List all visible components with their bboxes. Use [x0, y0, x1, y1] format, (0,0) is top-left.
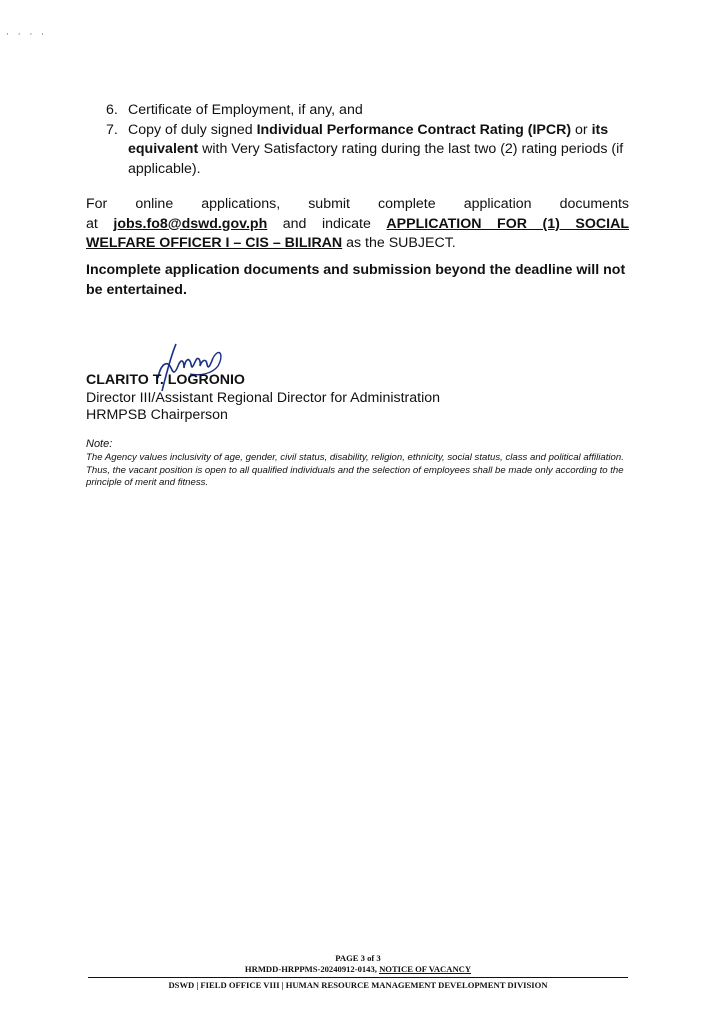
note-block: [86, 438, 631, 489]
indicate-text: and indicate: [267, 215, 387, 232]
page-footer: [88, 953, 628, 991]
online-line-3: [86, 234, 629, 254]
document-reference: [88, 964, 628, 975]
at-text: at: [86, 215, 114, 232]
list-item: [106, 121, 636, 180]
subject-line-a: APPLICATION FOR (1) SOCIAL: [386, 215, 629, 232]
office-line: DSWD | FIELD OFFICE VIII | HUMAN RESOURCE MANAGEMENT DEVELOPMENT DIVISION: [168, 980, 548, 990]
page-number: PAGE 3 of 3: [335, 953, 381, 963]
scan-marks: · · · ·: [6, 30, 48, 40]
signatory-block: [86, 372, 440, 425]
note-text: The Agency values inclusivity of age, gender, civil status, disability, religion, ethnicity, social status, class and political affiliation. Thus, the vacant position is open to all qualified individuals and the selection of employees shall be made only according to the principle of merit and fitness.: [86, 452, 624, 488]
note-label: Note:: [86, 438, 113, 450]
list-text: [128, 121, 636, 180]
signatory-name: CLARITO T. LOGRONIO: [86, 372, 245, 388]
list-text-part: or: [571, 121, 592, 138]
its-bold: its: [591, 121, 609, 138]
list-item: [106, 101, 636, 121]
list-number: 6.: [106, 102, 118, 118]
online-line-2: [86, 215, 629, 235]
online-application-paragraph: [86, 195, 629, 254]
list-text-part: Copy of duly signed: [128, 121, 257, 138]
ipcr-bold: Individual Performance Contract Rating (IPCR): [256, 121, 572, 138]
subject-line-b: WELFARE OFFICER I – CIS – BILIRAN: [86, 235, 343, 251]
footer-rule: [88, 977, 628, 978]
online-line-1: For online applications, submit complete application documents: [86, 196, 629, 212]
reference-title: NOTICE OF VACANCY: [379, 964, 472, 974]
deadline-warning: Incomplete application documents and submission beyond the deadline will not be entertained.: [86, 262, 626, 298]
list-text-part: with Very Satisfactory rating during the last two (2) rating periods (if applicable).: [128, 141, 624, 177]
requirements-list: [106, 101, 636, 179]
signatory-title: Director III/Assistant Regional Director for Administration: [86, 389, 441, 406]
list-number: 7.: [106, 121, 118, 138]
list-text: Certificate of Employment, if any, and: [128, 102, 363, 118]
equivalent-bold: equivalent: [128, 141, 199, 157]
signatory-role: HRMPSB Chairperson: [86, 407, 228, 423]
reference-code: HRMDD-HRPPMS-20240912-0143,: [244, 964, 380, 974]
email-link[interactable]: jobs.fo8@dswd.gov.ph: [113, 215, 268, 232]
subject-tail: as the SUBJECT.: [342, 235, 456, 251]
